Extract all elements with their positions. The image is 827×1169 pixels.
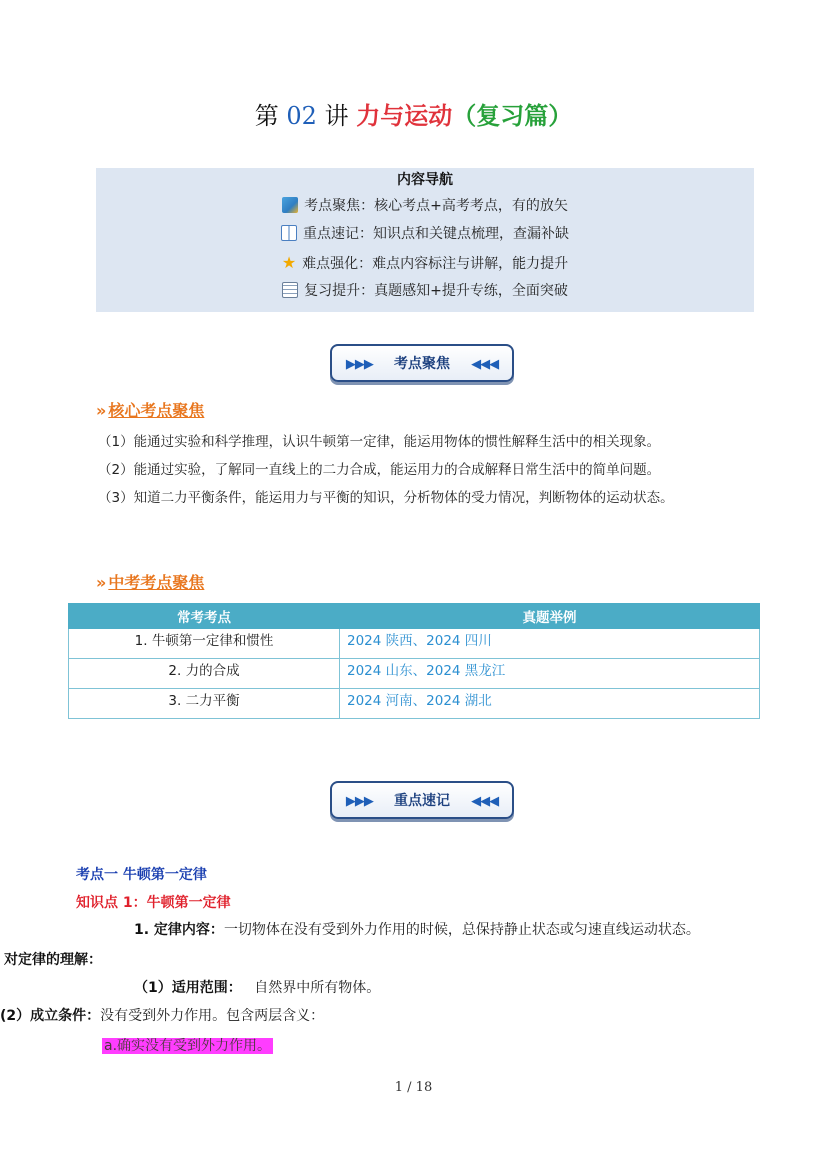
nav-item-label: 难点强化：难点内容标注与讲解，能力提升: [302, 256, 569, 272]
core-item-2: （2）能通过实验，了解同一直线上的二力合成，能运用力的合成解释日常生活中的简单问题。: [98, 462, 661, 478]
topic-heading: 考点一 牛顿第一定律: [76, 867, 207, 883]
understanding-heading: 对定律的理解：: [4, 952, 102, 968]
core-item-1: （1）能通过实验和科学推理，认识牛顿第一定律，能运用物体的惯性解释生活中的相关现象。: [98, 434, 661, 450]
exam-points-table: [68, 603, 760, 719]
page-number: 1 / 18: [394, 1080, 433, 1095]
nav-item-difficulty: [96, 253, 754, 274]
exam-point-cell: 1. 牛顿第一定律和惯性: [69, 629, 340, 659]
nav-item-label: 考点聚焦：核心考点+高考考点，有的放矢: [304, 198, 568, 214]
section-badge-memo: [330, 781, 514, 819]
star-icon: ★: [281, 253, 297, 272]
page-title: [0, 98, 827, 134]
title-prefix-b: 讲: [324, 102, 349, 130]
title-prefix-a: 第: [254, 102, 279, 130]
double-chevron-icon: »: [96, 401, 107, 420]
law-text: 一切物体在没有受到外力作用的时候，总保持静止状态或匀速直线运动状态。: [223, 922, 700, 938]
highlight-line: [102, 1035, 273, 1056]
condition-text: 没有受到外力作用。包含两层含义：: [100, 1008, 325, 1024]
exam-example-cell: 2024 河南、2024 湖北: [340, 689, 760, 719]
title-number: 02: [286, 102, 317, 130]
nav-item-focus: [96, 196, 754, 216]
content-navigation-box: [96, 168, 754, 312]
title-sub: （复习篇）: [452, 101, 573, 130]
title-main: 力与运动: [356, 101, 453, 130]
core-focus-heading: » 核心考点聚焦: [96, 401, 205, 420]
exam-point-cell: 2. 力的合成: [69, 659, 340, 689]
arrows-left-icon: ◀◀◀: [471, 794, 499, 809]
highlighted-text: a.确实没有受到外力作用。: [104, 1038, 272, 1054]
exam-example-cell: 2024 陕西、2024 四川: [340, 629, 760, 659]
scope-line: [134, 978, 380, 998]
column-header: 常考考点: [69, 604, 340, 629]
double-chevron-icon: »: [96, 573, 107, 592]
law-label: 1. 定律内容：: [134, 922, 224, 938]
arrows-left-icon: ◀◀◀: [471, 357, 499, 372]
scope-text: 自然界中所有物体。: [254, 980, 381, 996]
nav-heading: 内容导航: [397, 172, 453, 188]
exam-focus-heading: » 中考考点聚焦: [96, 573, 205, 592]
badge-label: 考点聚焦: [394, 356, 450, 372]
scope-label: （1）适用范围：: [134, 980, 242, 996]
nav-item-review: [96, 281, 754, 301]
table-row: [69, 689, 760, 719]
exam-example-cell: 2024 山东、2024 黑龙江: [340, 659, 760, 689]
book-icon: [281, 225, 297, 241]
exam-point-cell: 3. 二力平衡: [69, 689, 340, 719]
core-item-3: （3）知道二力平衡条件，能运用力与平衡的知识，分析物体的受力情况，判断物体的运动状态。: [98, 490, 674, 506]
nav-item-label: 复习提升：真题感知+提升专练，全面突破: [304, 283, 568, 299]
table-row: [69, 659, 760, 689]
condition-label: (2）成立条件：: [0, 1008, 101, 1024]
column-header: 真题举例: [340, 604, 760, 629]
nav-item-label: 重点速记：知识点和关键点梳理，查漏补缺: [303, 226, 569, 242]
nav-item-memo: [96, 224, 754, 244]
section-badge-focus: [330, 344, 514, 382]
arrows-right-icon: ▶▶▶: [345, 794, 373, 809]
condition-line: [0, 1006, 324, 1026]
focus-chart-icon: [282, 197, 298, 213]
arrows-right-icon: ▶▶▶: [345, 357, 373, 372]
table-row: [69, 629, 760, 659]
law-statement: [134, 920, 700, 940]
notepad-icon: [282, 282, 298, 298]
badge-label: 重点速记: [394, 793, 450, 809]
knowledge-point-heading: 知识点 1：牛顿第一定律: [76, 895, 231, 911]
table-header-row: [69, 604, 760, 629]
